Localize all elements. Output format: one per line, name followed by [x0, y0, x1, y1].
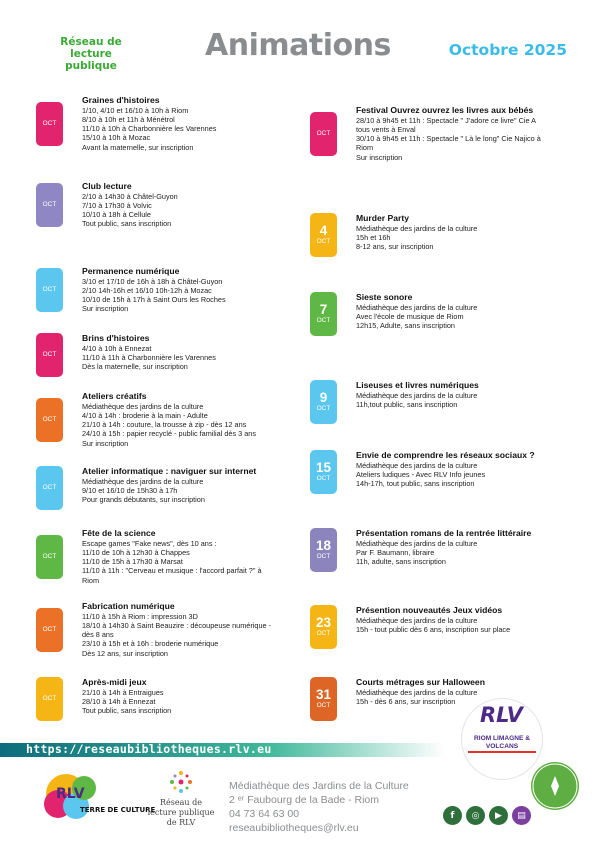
event-body	[82, 181, 307, 229]
event-detail-line: 11h, adulte, sans inscription	[356, 557, 446, 567]
contact-venue: Médiathèque des Jardins de la Culture	[229, 780, 409, 792]
date-badge	[310, 292, 337, 336]
date-badge-month: OCT	[316, 129, 331, 137]
date-badge-day: 4	[319, 223, 328, 238]
rlv-logo	[462, 699, 542, 779]
event-detail-line: 11/10 de 15h à 17h30 à Marsat	[82, 557, 183, 567]
date-badge-month: OCT	[316, 630, 331, 637]
event-detail-line: 11/10 à 11h à Charbonnière les Varennes	[82, 352, 216, 362]
date-badge	[36, 398, 63, 442]
twitch-icon[interactable]: ▤	[512, 806, 531, 825]
date-badge-month: OCT	[42, 119, 57, 127]
event-detail-line: 10/10 à 18h à Cellule	[82, 210, 151, 220]
date-badge-day: 9	[319, 390, 328, 405]
event-title: Présention nouveautés Jeux vidéos	[356, 605, 503, 615]
event-detail-line: 30/10 à 9h45 et 11h : Spectacle " Là le long" Cie Najico à	[356, 134, 541, 144]
date-badge	[310, 380, 337, 424]
event-detail-line: Sur inscription	[82, 304, 129, 314]
date-badge	[36, 268, 63, 312]
event-detail-line: dès 8 ans	[82, 630, 114, 640]
event-detail-line: 21/10 à 14h : couture, la trousse à zip - dès 12 ans	[82, 420, 247, 430]
event-detail-line: 7/10 à 17h30 à Volvic	[82, 200, 152, 210]
date-badge	[36, 183, 63, 227]
event-detail-line: Médiathèque des jardins de la culture	[356, 390, 478, 400]
date-badge-month: OCT	[316, 702, 331, 709]
event-detail-line: Ateliers ludiques - Avec RLV Info jeunes	[356, 469, 486, 479]
terre-text: TERRE DE CULTURE	[80, 806, 156, 814]
event-title: Graines d'histoires	[82, 95, 160, 105]
event-detail-line: Pour grands débutants, sur inscription	[82, 495, 205, 505]
event-title: Courts métrages sur Halloween	[356, 677, 485, 687]
event-detail-line: Dès 12 ans, sur inscription	[82, 648, 168, 658]
event-detail-line: 24/10 à 15h : papier recyclé - public familial dès 3 ans	[82, 429, 257, 439]
date-badge-month: OCT	[316, 405, 331, 412]
date-badge	[310, 677, 337, 721]
event-detail-line: Par F. Baumann, libraire	[356, 547, 435, 557]
event-detail-line: 28/10 à 14h à Ennezat	[82, 696, 156, 706]
reseau-line-1: Réseau de	[160, 798, 202, 807]
date-badge-day: 23	[315, 615, 332, 630]
event-detail-line: Médiathèque des jardins de la culture	[82, 401, 204, 411]
social-links	[443, 806, 531, 825]
event-detail-line: 11/10 de 10h à 12h30 à Chappes	[82, 547, 190, 557]
event-detail-line: 21/10 à 14h à Entraigues	[82, 687, 164, 697]
date-badge	[310, 213, 337, 257]
event-detail-line: 15h - dès 6 ans, sur inscription	[356, 696, 456, 706]
event-detail-line: 28/10 à 9h45 et 11h : Spectacle " J'adore ce livre" Cie A	[356, 115, 537, 125]
date-badge	[36, 677, 63, 721]
event-title: Liseuses et livres numériques	[356, 380, 479, 390]
website-link[interactable]: https://reseaubibliotheques.rlv.eu	[26, 742, 272, 756]
event-title: Présentation romans de la rentrée littéraire	[356, 528, 532, 538]
date-badge-day: 18	[315, 538, 332, 553]
event-title: Sieste sonore	[356, 292, 413, 302]
event-detail-line: Médiathèque des jardins de la culture	[356, 687, 478, 697]
reseau-footer-text	[136, 798, 226, 828]
event-detail-line: Médiathèque des jardins de la culture	[356, 615, 478, 625]
reseau-footer-logo	[136, 768, 226, 834]
event-detail-line: 23/10 à 15h et à 16h : broderie numérique	[82, 639, 219, 649]
date-badge-day: 15	[315, 460, 332, 475]
date-badge-month: OCT	[316, 238, 331, 245]
event-detail-line: 11/10 à 10h à Charbonnière les Varennes	[82, 124, 217, 134]
rlv-logo-text: RIOM LIMAGNE & VOLCANS	[473, 735, 531, 750]
event-detail-line: 11h,tout public, sans inscription	[356, 399, 458, 409]
event-detail-line: Tout public, sans inscription	[82, 706, 172, 716]
date-badge-day: 7	[319, 302, 328, 317]
date-badge	[36, 608, 63, 652]
event-detail-line: Sur inscription	[356, 152, 403, 162]
date-badge-month: OCT	[316, 475, 331, 482]
event-detail-line: Tout public, sans inscription	[82, 219, 172, 229]
event-detail-line: 15h et 16h	[356, 232, 391, 242]
event-body	[82, 528, 307, 585]
logo-line-1: Réseau de	[60, 36, 122, 48]
event-detail-line: 15/10 à 10h à Mozac	[82, 133, 151, 143]
rlv-logo-underline	[468, 751, 536, 753]
event-body	[82, 466, 307, 504]
date-badge-month: OCT	[42, 415, 57, 423]
event-detail-line: 4/10 à 14h : broderie à la main - Adulte	[82, 410, 208, 420]
event-title: Fête de la science	[82, 528, 156, 538]
event-title: Permanence numérique	[82, 266, 180, 276]
event-detail-line: 11/10 à 11h : "Cerveau et musique : l'accord parfait ?" à	[82, 566, 262, 576]
event-detail-line: 14h-17h, tout public, sans inscription	[356, 479, 475, 489]
event-body	[82, 95, 307, 152]
date-badge	[310, 605, 337, 649]
event-detail-line: 8-12 ans, sur inscription	[356, 242, 434, 252]
event-title: Club lecture	[82, 181, 132, 191]
event-detail-line: 18/10 à 14h30 à Saint Beauzire : découpeuse numérique -	[82, 620, 272, 630]
event-detail-line: 9/10 et 16/10 de 15h30 à 17h	[82, 485, 178, 495]
instagram-icon[interactable]: ◎	[466, 806, 485, 825]
event-detail-line: tous vents à Enval	[356, 124, 416, 134]
event-title: Fabrication numérique	[82, 601, 175, 611]
event-body	[82, 333, 307, 371]
event-detail-line: 15h - tout public dès 6 ans, inscription sur place	[356, 624, 511, 634]
event-detail-line: Sur inscription	[82, 438, 129, 448]
event-detail-line: 10/10 de 15h à 17h à Saint Ours les Roches	[82, 295, 226, 305]
reseau-line-2: lecture publique	[147, 808, 215, 817]
date-badge-month: OCT	[42, 625, 57, 633]
event-body	[82, 601, 307, 658]
contact-address: 2 ᵉʳ Faubourg de la Bade - Riom	[229, 794, 379, 806]
reseau-logo	[46, 36, 136, 72]
event-detail-line: Escape games "Fake news", dès 10 ans :	[82, 538, 217, 548]
date-badge	[310, 112, 337, 156]
date-badge-day: 31	[315, 687, 332, 702]
event-body	[356, 105, 581, 162]
contact-phone[interactable]: 04 73 64 63 00	[229, 808, 300, 820]
date-badge	[36, 102, 63, 146]
event-detail-line: 8/10 à 10h et 11h à Ménétrol	[82, 114, 175, 124]
event-detail-line: Médiathèque des jardins de la culture	[356, 538, 478, 548]
event-detail-line: 2/10 à 14h30 à Châtel-Guyon	[82, 191, 178, 201]
event-detail-line: 3/10 et 17/10 de 16h à 18h à Châtel-Guyon	[82, 276, 223, 286]
event-detail-line: Médiathèque des jardins de la culture	[82, 476, 204, 486]
date-badge	[36, 333, 63, 377]
terre-de-culture-logo	[36, 768, 156, 828]
event-detail-line: 4/10 à 10h à Ennezat	[82, 343, 152, 353]
youtube-icon[interactable]: ▶	[489, 806, 508, 825]
contact-email[interactable]: reseaubibliotheques@rlv.eu	[229, 822, 359, 834]
reseau-line-3: de RLV	[166, 818, 196, 827]
event-detail-line: Riom	[82, 575, 100, 585]
green-seal-icon	[531, 762, 579, 810]
rlv-mark: RLV	[480, 703, 523, 727]
event-detail-line: 2/10 14h-16h et 16/10 10h-12h à Mozac	[82, 285, 212, 295]
event-title: Atelier informatique : naviguer sur internet	[82, 466, 257, 476]
event-detail-line: Médiathèque des jardins de la culture	[356, 302, 478, 312]
date-badge-month: OCT	[316, 553, 331, 560]
event-body	[356, 380, 581, 409]
event-body	[356, 213, 581, 251]
event-body	[356, 292, 581, 330]
date-badge-month: OCT	[42, 484, 57, 491]
event-detail-line: Avec l'école de musique de Riom	[356, 311, 464, 321]
date-badge-month: OCT	[42, 285, 57, 293]
event-detail-line: Avant la maternelle, sur inscription	[82, 142, 194, 152]
event-body	[356, 605, 581, 634]
event-detail-line: Riom	[356, 143, 374, 153]
logo-line-2: lecture publique	[65, 48, 117, 72]
date-badge-month: OCT	[42, 695, 57, 702]
page-title: Animations	[205, 28, 391, 63]
date-badge-month: OCT	[42, 552, 57, 560]
event-body	[356, 677, 581, 706]
date-badge-month: OCT	[42, 200, 57, 208]
event-detail-line: 1/10, 4/10 et 16/10 à 10h à Riom	[82, 105, 189, 115]
event-detail-line: Médiathèque des jardins de la culture	[356, 460, 478, 470]
event-detail-line: Médiathèque des jardins de la culture	[356, 223, 478, 233]
event-detail-line: Dès la maternelle, sur inscription	[82, 362, 188, 372]
event-title: Après-midi jeux	[82, 677, 147, 687]
date-badge	[36, 535, 63, 579]
event-detail-line: 11/10 à 15h à Riom : impression 3D	[82, 611, 198, 621]
date-badge-month: OCT	[42, 351, 57, 358]
event-title: Murder Party	[356, 213, 410, 223]
event-body	[82, 677, 307, 715]
event-body	[356, 450, 581, 488]
reseau-star-icon	[136, 768, 226, 798]
event-title: Festival Ouvrez ouvrez les livres aux bébés	[356, 105, 534, 115]
event-title: Envie de comprendre les réseaux sociaux ?	[356, 450, 535, 460]
date-badge	[36, 466, 63, 510]
date-badge	[310, 450, 337, 494]
event-body	[82, 266, 307, 314]
event-title: Brins d'histoires	[82, 333, 150, 343]
contact-block	[229, 779, 409, 835]
svg-text:RLV: RLV	[56, 786, 85, 802]
month-label: Octobre 2025	[448, 41, 567, 59]
event-detail-line: 12h15, Adulte, sans inscription	[356, 321, 455, 331]
event-body	[356, 528, 581, 566]
facebook-icon[interactable]: f	[443, 806, 462, 825]
date-badge	[310, 528, 337, 572]
event-body	[82, 391, 307, 448]
event-title: Ateliers créatifs	[82, 391, 147, 401]
date-badge-month: OCT	[316, 317, 331, 324]
